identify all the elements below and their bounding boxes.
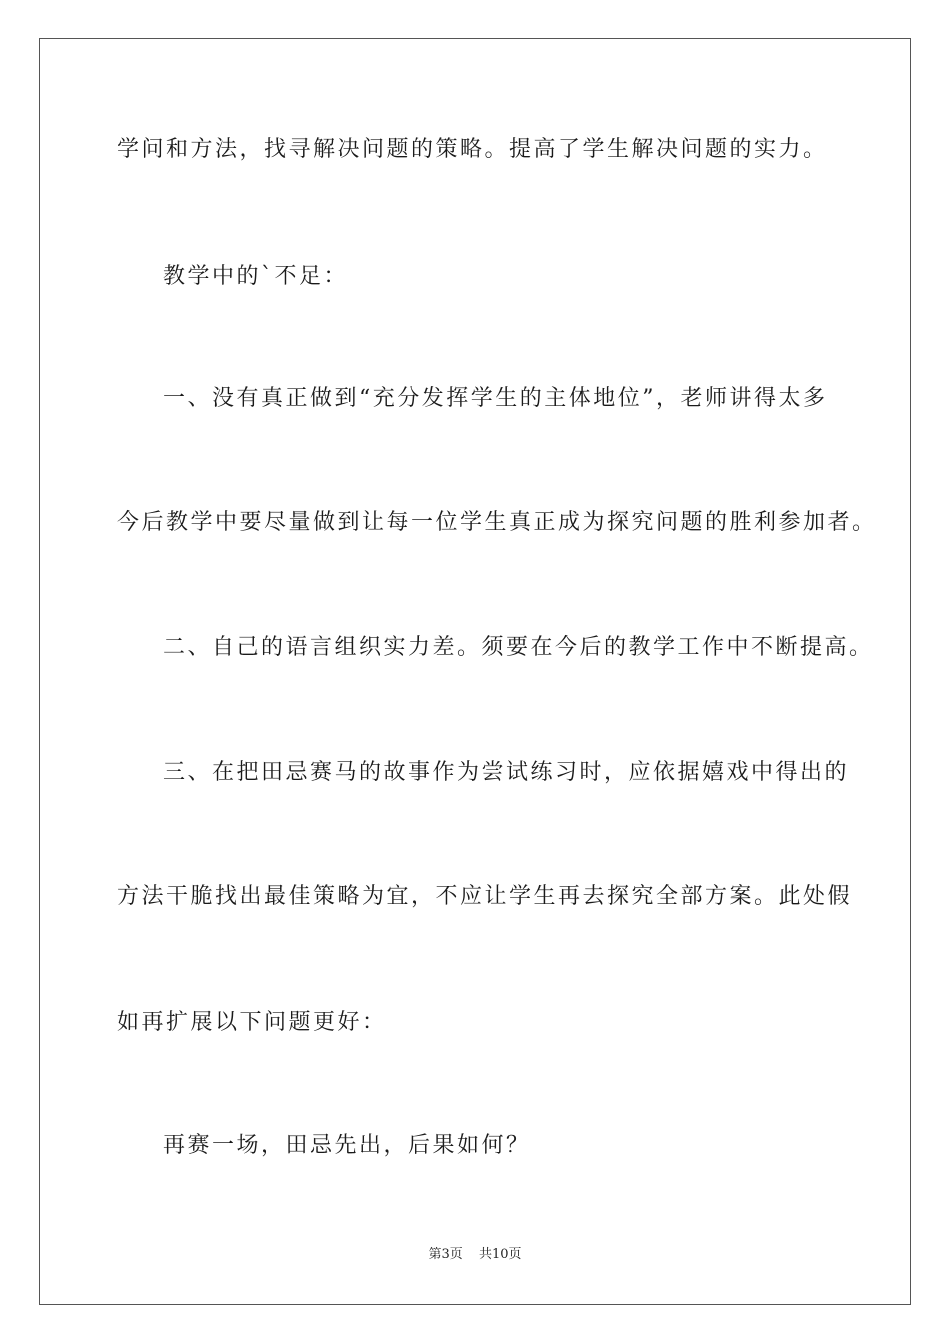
paragraph-line: 今后教学中要尽量做到让每一位学生真正成为探究问题的胜利参加者。 [117, 510, 877, 535]
paragraph-line: 三、在把田忌赛马的故事作为尝试练习时，应依据嬉戏中得出的 [163, 760, 850, 785]
page-footer [0, 1246, 950, 1264]
page-total: 共10页 [478, 1247, 522, 1262]
paragraph-line: 如再扩展以下问题更好： [117, 1010, 387, 1035]
page-border [39, 38, 911, 1305]
paragraph-line: 再赛一场，田忌先出，后果如何？ [163, 1133, 531, 1158]
paragraph-line: 一、没有真正做到“充分发挥学生的主体地位”，老师讲得太多 [163, 386, 828, 411]
paragraph-line: 方法干脆找出最佳策略为宜，不应让学生再去探究全部方案。此处假 [117, 884, 853, 909]
page-number: 第3页 [428, 1247, 463, 1262]
paragraph-line: 学问和方法，找寻解决问题的策略。提高了学生解决问题的实力。 [117, 137, 828, 162]
paragraph-line: 二、自己的语言组织实力差。须要在今后的教学工作中不断提高。 [163, 635, 874, 660]
section-heading: 教学中的`不足： [163, 264, 349, 289]
